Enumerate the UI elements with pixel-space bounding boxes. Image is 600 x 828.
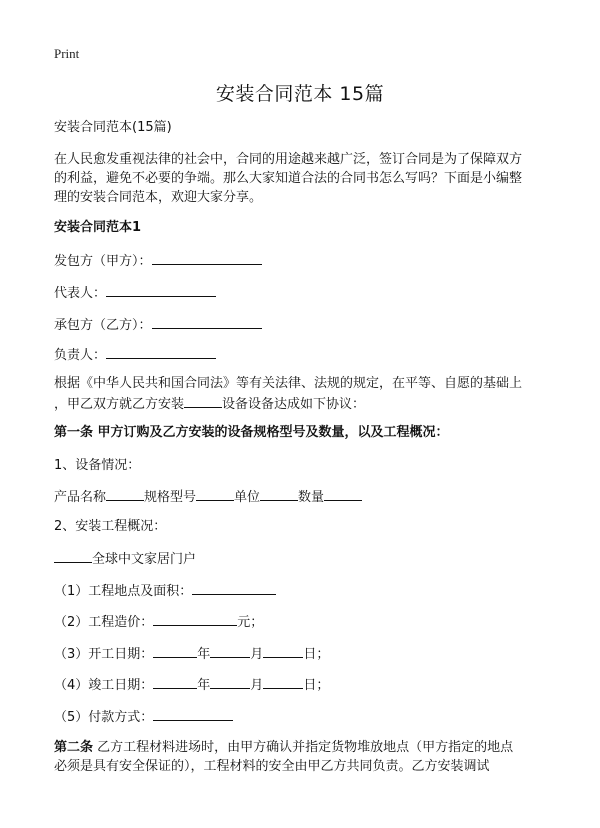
unit-blank (260, 486, 298, 501)
cost-label: （2）工程造价： (54, 615, 154, 630)
start-year-label: 年 (197, 647, 211, 662)
party-a-label: 发包方（甲方）： (54, 254, 152, 269)
party-b-blank (152, 314, 262, 329)
equipment-heading: 1、设备情况： (54, 458, 141, 473)
start-month-blank (210, 643, 250, 658)
article-2-line-1 (54, 738, 513, 757)
article-2-label: 第二条 (54, 740, 94, 755)
project-site-text: 全球中文家居门户 (92, 552, 197, 567)
representative-row (54, 282, 216, 303)
party-a-row (54, 250, 262, 271)
cost-unit: 元； (237, 615, 264, 630)
quantity-label: 数量 (298, 490, 325, 505)
cost-row (54, 611, 263, 632)
intro-line-1: 在人民愈发重视法律的社会中，合同的用途越来越广泛，签订合同是为了保障双方 (54, 152, 523, 167)
responsible-row (54, 344, 216, 365)
basis-text-b: 设备设备达成如下协议： (222, 397, 366, 412)
responsible-blank (106, 344, 216, 359)
payment-blank (153, 706, 233, 721)
start-day-blank (263, 643, 303, 658)
intro-line-2: 的利益，避免不必要的争端。那么大家知道合法的合同书怎么写吗？下面是小编整 (54, 171, 523, 186)
equipment-fields-row (54, 486, 362, 507)
party-b-label: 承包方（乙方）： (54, 318, 152, 333)
basis-text-a: ，甲乙双方就乙方安装 (54, 397, 185, 412)
product-name-blank (106, 486, 144, 501)
start-date-row (54, 643, 329, 664)
payment-label: （5）付款方式： (54, 710, 154, 725)
finish-date-row (54, 674, 329, 695)
finish-day-blank (263, 674, 303, 689)
article-2-text-1: 乙方工程材料进场时，由甲方确认并指定货物堆放地点（甲方指定的地点 (97, 740, 514, 755)
party-a-blank (152, 250, 262, 265)
representative-label: 代表人： (54, 286, 107, 301)
intro-line-3: 理的安装合同范本，欢迎大家分享。 (54, 190, 263, 205)
start-day-label: 日； (303, 647, 330, 662)
article-1-heading: 第一条 甲方订购及乙方安装的设备规格型号及数量，以及工程概况： (54, 425, 449, 440)
spec-model-blank (196, 486, 234, 501)
finish-date-label: （4）竣工日期： (54, 678, 154, 693)
responsible-label: 负责人： (54, 348, 107, 363)
finish-month-label: 月 (250, 678, 264, 693)
equipment-blank (184, 393, 222, 408)
location-label: （1）工程地点及面积： (54, 584, 193, 599)
document-title: 安装合同范本 15篇 (215, 83, 385, 105)
project-site-blank (54, 548, 92, 563)
article-2-line-2: 必须是具有安全保证的），工程材料的安全由甲乙方共同负责。乙方安装调试 (54, 759, 490, 774)
payment-row (54, 706, 233, 727)
finish-year-label: 年 (197, 678, 211, 693)
finish-day-label: 日； (303, 678, 330, 693)
cost-blank (153, 611, 237, 626)
basis-line-2 (54, 393, 365, 414)
document-subtitle: 安装合同范本(15篇) (54, 120, 172, 135)
product-name-label: 产品名称 (54, 490, 107, 505)
unit-label: 单位 (234, 490, 261, 505)
project-heading: 2、安装工程概况： (54, 519, 167, 534)
project-site-row (54, 548, 196, 569)
quantity-blank (324, 486, 362, 501)
basis-line-1: 根据《中华人民共和国合同法》等有关法律、法规的规定，在平等、自愿的基础上 (54, 376, 523, 391)
spec-model-label: 规格型号 (144, 490, 197, 505)
party-b-row (54, 314, 262, 335)
location-blank (192, 580, 276, 595)
section-heading: 安装合同范本1 (54, 220, 142, 235)
location-row (54, 580, 276, 601)
representative-blank (106, 282, 216, 297)
start-year-blank (153, 643, 197, 658)
start-month-label: 月 (250, 647, 264, 662)
finish-month-blank (210, 674, 250, 689)
print-label: Print (54, 46, 80, 61)
finish-year-blank (153, 674, 197, 689)
start-date-label: （3）开工日期： (54, 647, 154, 662)
